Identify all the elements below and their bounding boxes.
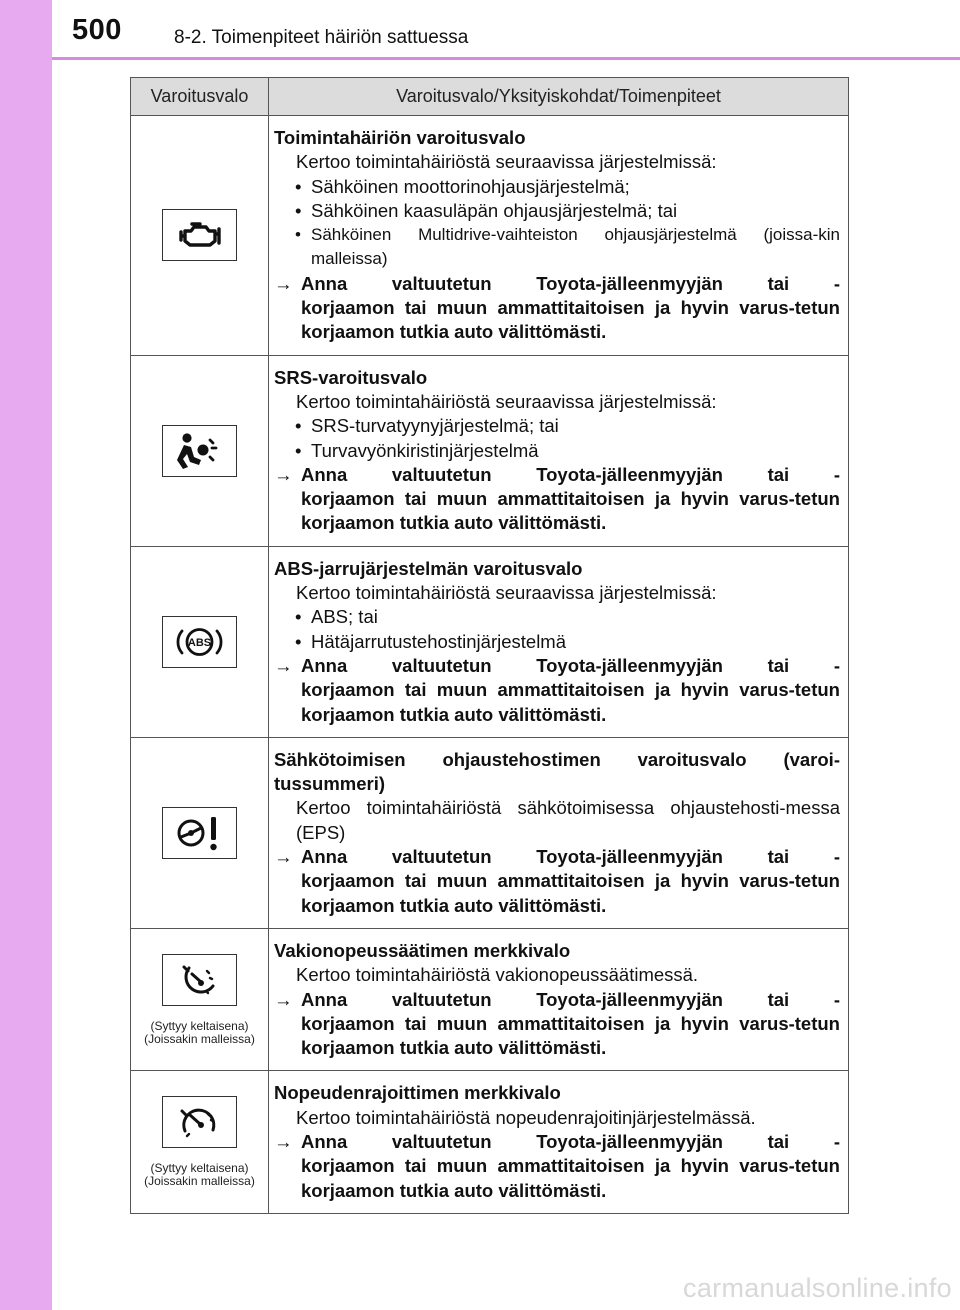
srs-airbag-icon bbox=[162, 425, 237, 477]
action-instruction: → Anna valtuutetun Toyota-jälleenmyyjän tai - korjaamon tai muun ammattitaitoisen ja hyvin varus-tetun korjaamon tutkia auto välittömästi. bbox=[274, 463, 840, 534]
arrow-icon: → bbox=[274, 846, 293, 868]
column-header-details: Varoitusvalo/Yksityiskohdat/Toimenpiteet bbox=[269, 78, 849, 116]
watermark: carmanualsonline.info bbox=[683, 1273, 952, 1303]
arrow-icon: → bbox=[274, 463, 293, 485]
icon-cell bbox=[131, 355, 269, 546]
arrow-icon: → bbox=[274, 272, 293, 294]
icon-cell bbox=[131, 546, 269, 737]
text-cell bbox=[269, 928, 849, 1070]
icon-note: (Syttyy keltaisena) (Joissakin malleissa) bbox=[144, 1018, 255, 1046]
icon-cell bbox=[131, 1071, 269, 1213]
icon-cell bbox=[131, 928, 269, 1070]
arrow-icon: → bbox=[274, 988, 293, 1010]
warning-light-table bbox=[130, 77, 849, 1214]
side-band bbox=[0, 0, 52, 1310]
text-cell bbox=[269, 546, 849, 737]
engine-check-icon bbox=[162, 209, 237, 261]
page-number: 500 bbox=[72, 14, 122, 46]
list-item: • Turvavyönkiristinjärjestelmä bbox=[295, 439, 539, 461]
column-header-warning-light: Varoitusvalo bbox=[131, 78, 269, 116]
warning-description: Kertoo toimintahäiriöstä seuraavissa järjestelmissä: bbox=[296, 151, 717, 173]
arrow-icon: → bbox=[274, 1130, 293, 1152]
abs-icon bbox=[162, 616, 237, 668]
action-instruction: → Anna valtuutetun Toyota-jälleenmyyjän tai - korjaamon tai muun ammattitaitoisen ja hyvin varus-tetun korjaamon tutkia auto välittömästi. bbox=[274, 846, 840, 916]
table-row bbox=[131, 928, 849, 1070]
list-item: • ABS; tai bbox=[295, 606, 378, 628]
icon-cell bbox=[131, 116, 269, 356]
warning-description: Kertoo toimintahäiriöstä vakionopeussäätimessä. bbox=[296, 964, 699, 986]
warning-title: ABS-jarrujärjestelmän varoitusvalo bbox=[274, 557, 583, 579]
header-rule bbox=[52, 57, 960, 60]
table-row bbox=[131, 1071, 849, 1213]
warning-title: Sähkötoimisen ohjaustehostimen varoitusvalo (varoi-tussummeri) bbox=[274, 748, 840, 795]
warning-title: Toimintahäiriön varoitusvalo bbox=[274, 127, 526, 148]
action-instruction: → Anna valtuutetun Toyota-jälleenmyyjän tai - korjaamon tai muun ammattitaitoisen ja hyvin varus-tetun korjaamon tutkia auto välittömästi. bbox=[274, 988, 840, 1059]
steering-warning-icon bbox=[162, 807, 237, 859]
list-item: • Sähköinen Multidrive-vaihteiston ohjausjärjestelmä (joissa-kin malleissa) bbox=[295, 225, 840, 269]
warning-description: Kertoo toimintahäiriöstä seuraavissa järjestelmissä: bbox=[296, 390, 717, 412]
text-cell bbox=[269, 116, 849, 356]
abs-icon-label: ABS bbox=[187, 636, 212, 649]
table-row bbox=[131, 737, 849, 928]
table-row bbox=[131, 546, 849, 737]
list-item: • SRS-turvatyynyjärjestelmä; tai bbox=[295, 415, 559, 437]
action-instruction: → Anna valtuutetun Toyota-jälleenmyyjän tai - korjaamon tai muun ammattitaitoisen ja hyvin varus-tetun korjaamon tutkia auto välittömästi. bbox=[274, 272, 840, 343]
speed-limiter-icon bbox=[162, 1096, 237, 1148]
table-row bbox=[131, 355, 849, 546]
warning-description: Kertoo toimintahäiriöstä nopeudenrajoitinjärjestelmässä. bbox=[296, 1106, 756, 1128]
page-header bbox=[0, 0, 960, 58]
list-item: • Sähköinen moottorinohjausjärjestelmä; bbox=[295, 175, 630, 197]
text-cell bbox=[269, 355, 849, 546]
action-instruction: → Anna valtuutetun Toyota-jälleenmyyjän tai - korjaamon tai muun ammattitaitoisen ja hyvin varus-tetun korjaamon tutkia auto välittömästi. bbox=[274, 654, 840, 725]
warning-title: Nopeudenrajoittimen merkkivalo bbox=[274, 1082, 561, 1104]
cruise-control-icon bbox=[162, 954, 237, 1006]
table-row bbox=[131, 116, 849, 356]
warning-description: Kertoo toimintahäiriöstä seuraavissa järjestelmissä: bbox=[296, 582, 717, 604]
arrow-icon: → bbox=[274, 654, 293, 676]
warning-title: Vakionopeussäätimen merkkivalo bbox=[274, 939, 571, 961]
text-cell bbox=[269, 1071, 849, 1213]
list-item: • Hätäjarrutustehostinjärjestelmä bbox=[295, 630, 567, 652]
icon-note: (Syttyy keltaisena) (Joissakin malleissa) bbox=[144, 1161, 255, 1189]
icon-cell bbox=[131, 737, 269, 928]
text-cell bbox=[269, 737, 849, 928]
list-item: • Sähköinen kaasuläpän ohjausjärjestelmä; tai bbox=[295, 199, 678, 221]
section-title: 8-2. Toimenpiteet häiriön sattuessa bbox=[174, 27, 469, 48]
table-header-row bbox=[131, 78, 849, 116]
action-instruction: → Anna valtuutetun Toyota-jälleenmyyjän tai - korjaamon tai muun ammattitaitoisen ja hyvin varus-tetun korjaamon tutkia auto välittömästi. bbox=[274, 1130, 840, 1201]
warning-description: Kertoo toimintahäiriöstä sähkötoimisessa ohjaustehosti-messa (EPS) bbox=[296, 797, 840, 843]
warning-title: SRS-varoitusvalo bbox=[274, 366, 428, 388]
